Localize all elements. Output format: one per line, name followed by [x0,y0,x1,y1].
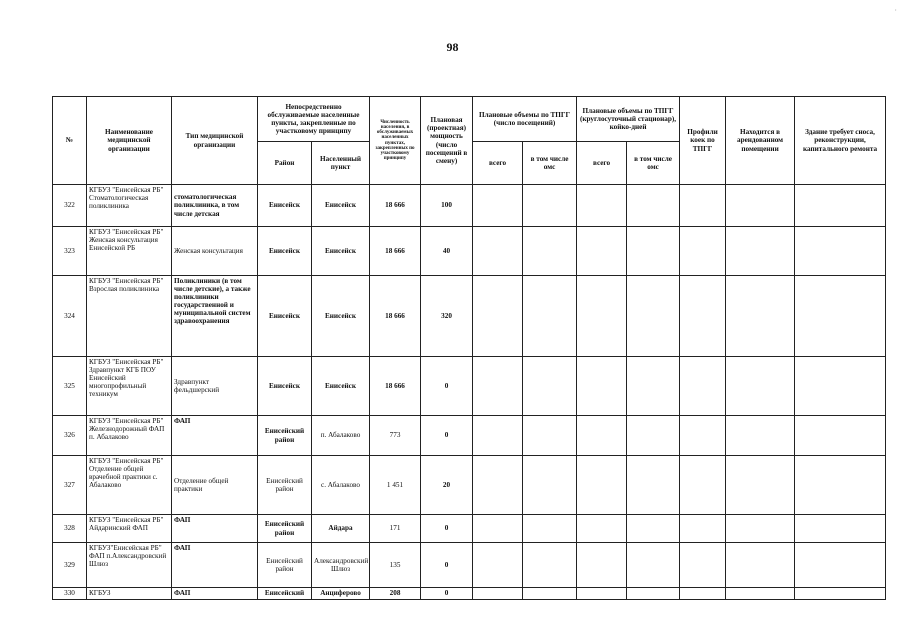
header-capacity: Плановая (проектная) мощность (число посещений в смену) [421,97,473,185]
cell-inpatient-oms [627,227,680,276]
cell-inpatient-total [577,456,627,515]
cell-visits-total [473,543,523,588]
header-beds-profile: Профили коек по ТПГГ [680,97,726,185]
cell-visits-total [473,357,523,416]
cell-renovation [795,543,886,588]
cell-visits-total [473,456,523,515]
cell-district: Енисейск [258,227,312,276]
cell-renovation [795,588,886,600]
cell-capacity: 0 [421,416,473,456]
cell-visits-oms [523,416,577,456]
cell-visits-oms [523,227,577,276]
cell-capacity: 0 [421,588,473,600]
cell-visits-total [473,588,523,600]
cell-population: 18 666 [370,357,421,416]
cell-population: 18 666 [370,185,421,227]
header-inpatient-total: всего [577,142,627,185]
cell-org-type: стоматологическая поликлиника, в том числе детская [172,185,258,227]
cell-leased [726,456,795,515]
cell-district: Енисейский район [258,543,312,588]
cell-renovation [795,185,886,227]
cell-inpatient-oms [627,276,680,357]
cell-leased [726,357,795,416]
cell-inpatient-oms [627,456,680,515]
cell-org-type: ФАП [172,543,258,588]
cell-beds-profile [680,588,726,600]
cell-settlement: п. Абалаково [312,416,370,456]
cell-settlement: Енисейск [312,276,370,357]
cell-num: 324 [53,276,87,357]
header-leased: Находится в арендованном помещении [726,97,795,185]
cell-renovation [795,416,886,456]
table-row [53,588,886,600]
cell-num: 325 [53,357,87,416]
cell-settlement: Александровский Шлюз [312,543,370,588]
cell-org-name: КГБУЗ "Енисейская РБ" Взрослая поликлиника [87,276,172,357]
cell-beds-profile [680,227,726,276]
cell-capacity: 0 [421,543,473,588]
cell-visits-oms [523,588,577,600]
cell-inpatient-oms [627,543,680,588]
cell-district: Енисейский район [258,515,312,543]
header-population: Численность населения, в обслуживаемых населенных пунктах, закрепленных по участковому принципу [370,97,421,185]
cell-beds-profile [680,357,726,416]
cell-inpatient-oms [627,357,680,416]
cell-inpatient-oms [627,416,680,456]
cell-leased [726,588,795,600]
cell-inpatient-total [577,357,627,416]
header-visits-oms: в том числе омс [523,142,577,185]
cell-population: 208 [370,588,421,600]
cell-settlement: Енисейск [312,357,370,416]
cell-inpatient-oms [627,588,680,600]
cell-population: 18 666 [370,227,421,276]
cell-org-name: КГБУЗ "Енисейская РБ" Женская консультация Енисейской РБ [87,227,172,276]
cell-num: 330 [53,588,87,600]
cell-num: 327 [53,456,87,515]
cell-visits-oms [523,357,577,416]
cell-inpatient-total [577,543,627,588]
cell-num: 323 [53,227,87,276]
cell-org-type: ФАП [172,416,258,456]
cell-org-type: ФАП [172,515,258,543]
cell-beds-profile [680,276,726,357]
cell-inpatient-total [577,416,627,456]
header-inpatient-oms: в том числе омс [627,142,680,185]
cell-settlement: Енисейск [312,185,370,227]
cell-inpatient-oms [627,185,680,227]
cell-settlement: Анциферово [312,588,370,600]
cell-visits-oms [523,276,577,357]
cell-visits-total [473,227,523,276]
cell-org-name: КГБУЗ "Енисейская РБ" Отделение общей врачебной практики с. Абалаково [87,456,172,515]
cell-settlement: Айдара [312,515,370,543]
cell-inpatient-oms [627,515,680,543]
table-row [53,515,886,543]
cell-org-name: КГБУЗ"Енисейская РБ" ФАП п.Александровский Шлюз [87,543,172,588]
cell-capacity: 0 [421,515,473,543]
cell-renovation [795,227,886,276]
cell-visits-oms [523,456,577,515]
header-org-type: Тип медицинской организации [172,97,258,185]
cell-district: Енисейский район [258,456,312,515]
cell-org-name: КГБУЗ "Енисейская РБ" Здравпункт КГБ ПОУ Енисейский многопрофильный техникум [87,357,172,416]
cell-inpatient-total [577,588,627,600]
cell-population: 1 451 [370,456,421,515]
cell-renovation [795,456,886,515]
cell-district: Енисейск [258,357,312,416]
cell-capacity: 0 [421,357,473,416]
cell-org-name: КГБУЗ "Енисейская РБ" Железнодорожный ФАП п. Абалаково [87,416,172,456]
header-inpatient-volumes: Плановые объемы по ТПГГ (круглосуточный стационар), койко-дней [577,97,680,142]
cell-population: 773 [370,416,421,456]
cell-population: 18 666 [370,276,421,357]
header-visits-total: всего [473,142,523,185]
cell-leased [726,185,795,227]
medical-organizations-table [52,96,886,600]
cell-num: 326 [53,416,87,456]
cell-leased [726,416,795,456]
cell-renovation [795,515,886,543]
cell-org-type: Здравпункт фельдшерский [172,357,258,416]
table-row [53,185,886,227]
table-row [53,227,886,276]
cell-settlement: с. Абалаково [312,456,370,515]
cell-capacity: 20 [421,456,473,515]
scan-corner-mark: · [894,6,897,15]
cell-district: Енисейский район [258,416,312,456]
cell-capacity: 40 [421,227,473,276]
cell-org-type: ФАП [172,588,258,600]
cell-beds-profile [680,416,726,456]
cell-visits-oms [523,515,577,543]
cell-inpatient-total [577,276,627,357]
cell-inpatient-total [577,227,627,276]
cell-org-name: КГБУЗ "Енисейская РБ" Стоматологическая поликлиника [87,185,172,227]
cell-num: 322 [53,185,87,227]
cell-visits-total [473,515,523,543]
cell-beds-profile [680,543,726,588]
cell-org-name: КГБУЗ [87,588,172,600]
table-row [53,456,886,515]
cell-leased [726,515,795,543]
cell-renovation [795,357,886,416]
page-number: 98 [446,40,459,54]
cell-org-type: Поликлиники (в том числе детские), а также поликлиники государственной и муниципальной систем здравоохранения [172,276,258,357]
cell-visits-total [473,185,523,227]
cell-district: Енисейск [258,185,312,227]
cell-visits-oms [523,185,577,227]
cell-leased [726,276,795,357]
cell-population: 135 [370,543,421,588]
cell-beds-profile [680,456,726,515]
cell-capacity: 100 [421,185,473,227]
cell-beds-profile [680,515,726,543]
cell-visits-total [473,276,523,357]
cell-renovation [795,276,886,357]
cell-leased [726,227,795,276]
header-settlement: Населенный пункт [312,142,370,185]
cell-district: Енисейск [258,276,312,357]
header-num: № [53,97,87,185]
table-row [53,416,886,456]
cell-capacity: 320 [421,276,473,357]
cell-leased [726,543,795,588]
cell-inpatient-total [577,185,627,227]
cell-num: 329 [53,543,87,588]
table-row [53,543,886,588]
cell-org-type: Отделение общей практики [172,456,258,515]
cell-beds-profile [680,185,726,227]
cell-population: 171 [370,515,421,543]
cell-visits-oms [523,543,577,588]
cell-district: Енисейский [258,588,312,600]
header-district: Район [258,142,312,185]
header-served-settlements: Непосредственно обслуживаемые населенные пункты, закрепленные по участковому принципу [258,97,370,142]
table-row [53,357,886,416]
header-visit-volumes: Плановые объемы по ТПГГ (число посещений) [473,97,577,142]
cell-visits-total [473,416,523,456]
cell-settlement: Енисейск [312,227,370,276]
header-org-name: Наименование медицинской организации [87,97,172,185]
cell-inpatient-total [577,515,627,543]
table-row [53,276,886,357]
cell-org-type: Женская консультация [172,227,258,276]
cell-org-name: КГБУЗ "Енисейская РБ" Айдаринский ФАП [87,515,172,543]
cell-num: 328 [53,515,87,543]
header-renovation: Здание требует сноса, реконструкции, капитального ремонта [795,97,886,185]
